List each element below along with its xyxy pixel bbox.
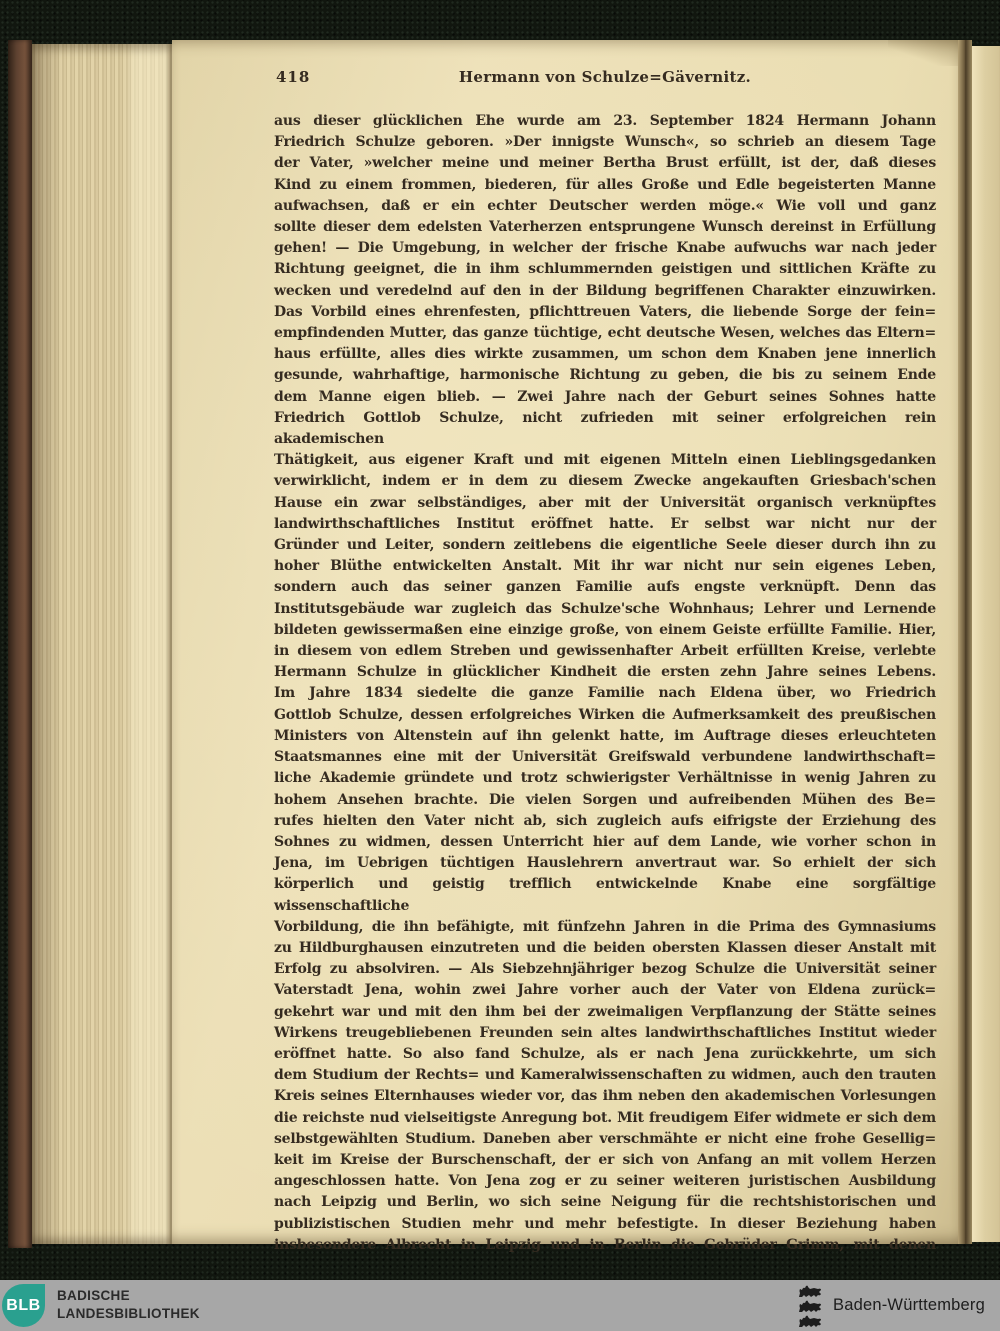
facing-page-edge [972, 46, 1000, 1242]
text-line: rufes hielten den Vater nicht ab, sich zugleich aufs eifrigste der Erziehung des [274, 812, 936, 829]
text-line: Erfolg zu absolviren. — Als Siebzehnjähriger bezog Schulze die Universität seiner [274, 961, 936, 978]
text-line: angeschlossen hatte. Von Jena zog er zu seiner weiteren juristischen Ausbildung [274, 1173, 936, 1190]
text-line: Friedrich Gottlob Schulze, nicht zufrieden mit seiner erfolgreichen rein akademischen [274, 409, 936, 448]
text-line: Sohnes zu widmen, dessen Unterricht hier auf dem Lande, wie vorher schon in [274, 833, 936, 850]
open-book [8, 40, 1000, 1253]
text-line: Im Jahre 1834 siedelte die ganze Familie nach Eldena über, wo Friedrich [274, 685, 936, 702]
text-line: Thätigkeit, aus eigener Kraft und mit eigenen Mitteln einen Lieblingsgedanken [274, 452, 936, 469]
text-line: eröffnet hatte. So also fand Schulze, als er nach Jena zurückkehrte, um sich [274, 1045, 936, 1062]
text-line: aus dieser glücklichen Ehe wurde am 23. September 1824 Hermann Johann [274, 113, 936, 129]
library-name [57, 1287, 200, 1323]
text-line: bildeten gewissermaßen eine einzige große, von einem Geiste erfüllte Familie. Hier, [274, 621, 936, 638]
page-header [274, 68, 936, 90]
text-line: haus erfüllte, alles dies wirkte zusammen, um schon dem Knaben jene innerlich [274, 346, 936, 363]
text-line: empfindenden Mutter, das ganze tüchtige, echt deutsche Wesen, welches das Eltern= [274, 325, 936, 342]
running-title: Hermann von Schulze=Gävernitz. [458, 68, 752, 86]
book-cover-edge [8, 40, 32, 1248]
text-line: dem Studium der Rechts= und Kameralwissenschaften zu widmen, auch den trauten [274, 1067, 936, 1084]
text-line: zu Hildburghausen einzutreten und die beiden obersten Klassen dieser Anstalt mit [274, 939, 936, 956]
text-line: keit im Kreise der Burschenschaft, der er sich von Anfang an mit vollem Herzen [274, 1151, 936, 1168]
text-line: der Vater, »welcher meine und meiner Bertha Brust erfüllt, ist der, daß dieses [274, 155, 936, 172]
body-paragraph [274, 111, 936, 1256]
text-line: Institutsgebäude war zugleich das Schulze'sche Wohnhaus; Lehrer und Lernende [274, 600, 936, 617]
text-line: Friedrich Schulze geboren. »Der innigste Wunsch«, so schrieb an diesem Tage [274, 134, 936, 151]
text-line: körperlich und geistig trefflich entwickelnde Knabe eine sorgfältige wissenschaftliche [274, 876, 936, 914]
state-branding [797, 1280, 985, 1331]
scanned-page [172, 40, 958, 1253]
region-label: Baden-Württemberg [833, 1296, 985, 1314]
library-footer-bar [0, 1280, 1000, 1331]
text-line: nach Leipzig und Berlin, wo sich seine Neigung für die rechtshistorischen und [274, 1194, 936, 1211]
text-line: Staatsmannes eine mit der Universität Greifswald verbundene landwirthschaft= [274, 749, 936, 766]
text-line: sollte dieser dem edelsten Vaterherzen entsprungene Wunsch dereinst in Erfüllung [274, 219, 936, 236]
text-line: selbstgewählten Studium. Daneben aber verschmähte er nicht eine frohe Gesellig= [274, 1130, 936, 1147]
page-number: 418 [276, 68, 311, 86]
text-line: aufwachsen, daß er ein echter Deutscher werden möge.« Wie voll und ganz [274, 197, 936, 214]
text-line: hoher Blüthe entwickelten Anstalt. Mit ihr war nicht nur sein eigenes Leben, [274, 558, 936, 575]
baden-wuerttemberg-coat-of-arms [797, 1284, 823, 1328]
text-line: gesunde, wahrhaftige, harmonische Richtung zu geben, die bis zu seinem Ende [274, 367, 936, 384]
text-line: insbesondere Albrecht in Leipzig und in Berlin die Gebrüder Grimm, mit denen [274, 1236, 936, 1253]
text-line: Vorbildung, die ihn befähigte, mit fünfzehn Jahren in die Prima des Gymnasiums [274, 918, 936, 935]
lion-icon [797, 1299, 823, 1313]
text-line: Jena, im Uebrigen tüchtigen Hauslehrern anvertraut war. So erhielt der sich [274, 855, 936, 872]
library-name-line2: LANDESBIBLIOTHEK [57, 1306, 200, 1321]
text-line: Gründer und Leiter, sondern zeitlebens die eigentliche Seele dieser durch ihn zu [274, 537, 936, 554]
text-line: hohem Ansehen brachte. Die vielen Sorgen und aufreibenden Mühen des Be= [274, 791, 936, 808]
blb-logo-text: BLB [6, 1296, 41, 1314]
lion-icon [797, 1284, 823, 1298]
text-line: Kind zu einem frommen, biederen, für alles Große und Edle begeisterten Manne [274, 176, 936, 193]
blb-logo [2, 1284, 45, 1327]
text-line: Ministers von Altenstein auf ihn gelenkt hatte, im Auftrage dieses erleuchteten [274, 727, 936, 744]
text-line: Hause ein zwar selbständiges, aber mit der Universität organisch verknüpftes [274, 494, 936, 511]
text-line: landwirthschaftliches Institut eröffnet hatte. Er selbst war nicht nur der [274, 515, 936, 532]
text-line: publizistischen Studien mehr und mehr befestigte. In dieser Beziehung haben [274, 1215, 936, 1232]
text-line: Das Vorbild eines ehrenfesten, pflichttreuen Vaters, die liebende Sorge der fein= [274, 303, 936, 320]
text-line: verwirklicht, indem er in dem zu diesem Zwecke angekauften Griesbach'schen [274, 473, 936, 490]
text-line: liche Akademie gründete und trotz schwierigster Verhältnisse in wenig Jahren zu [274, 770, 936, 787]
book-gutter-shadow [958, 40, 972, 1244]
page-corner-fold [888, 40, 958, 66]
library-name-line1: BADISCHE [57, 1288, 130, 1303]
text-line: sondern auch das seiner ganzen Familie aufs engste verknüpft. Denn das [274, 579, 936, 596]
text-line: Wirkens treugebliebenen Freunden sein altes landwirthschaftliches Institut wieder [274, 1024, 936, 1041]
text-line: in diesem von edlem Streben und gewissenhafter Arbeit erfüllten Kreise, verlebte [274, 643, 936, 660]
text-line: wecken und veredelnd auf den in der Bildung begriffenen Charakter einzuwirken. [274, 282, 936, 299]
text-line: Kreis seines Elternhauses wieder vor, das ihm neben den akademischen Vorlesungen [274, 1088, 936, 1105]
page-print-area [274, 68, 936, 1256]
text-line: Vaterstadt Jena, wohin zwei Jahre vorher auch der Vater von Eldena zurück= [274, 982, 936, 999]
text-line: die reichste nud vielseitigste Anregung bot. Mit freudigem Eifer widmete er sich dem [274, 1109, 936, 1126]
page-stack-edge [32, 44, 172, 1244]
text-line: gehen! — Die Umgebung, in welcher der frische Knabe aufwuchs war nach jeder [274, 240, 936, 257]
text-line: Richtung geeignet, die in ihm schlummernden geistigen und sittlichen Kräfte zu [274, 261, 936, 278]
text-line: Hermann Schulze in glücklicher Kindheit die ersten zehn Jahre seines Lebens. [274, 664, 936, 681]
text-line: gekehrt war und mit den ihm bei der zweimaligen Verpflanzung der Stätte seines [274, 1003, 936, 1020]
text-line: dem Manne eigen blieb. — Zwei Jahre nach der Geburt seines Sohnes hatte [274, 388, 936, 405]
lion-icon [797, 1314, 823, 1328]
text-line: Gottlob Schulze, dessen erfolgreiches Wirken die Aufmerksamkeit des preußischen [274, 706, 936, 723]
